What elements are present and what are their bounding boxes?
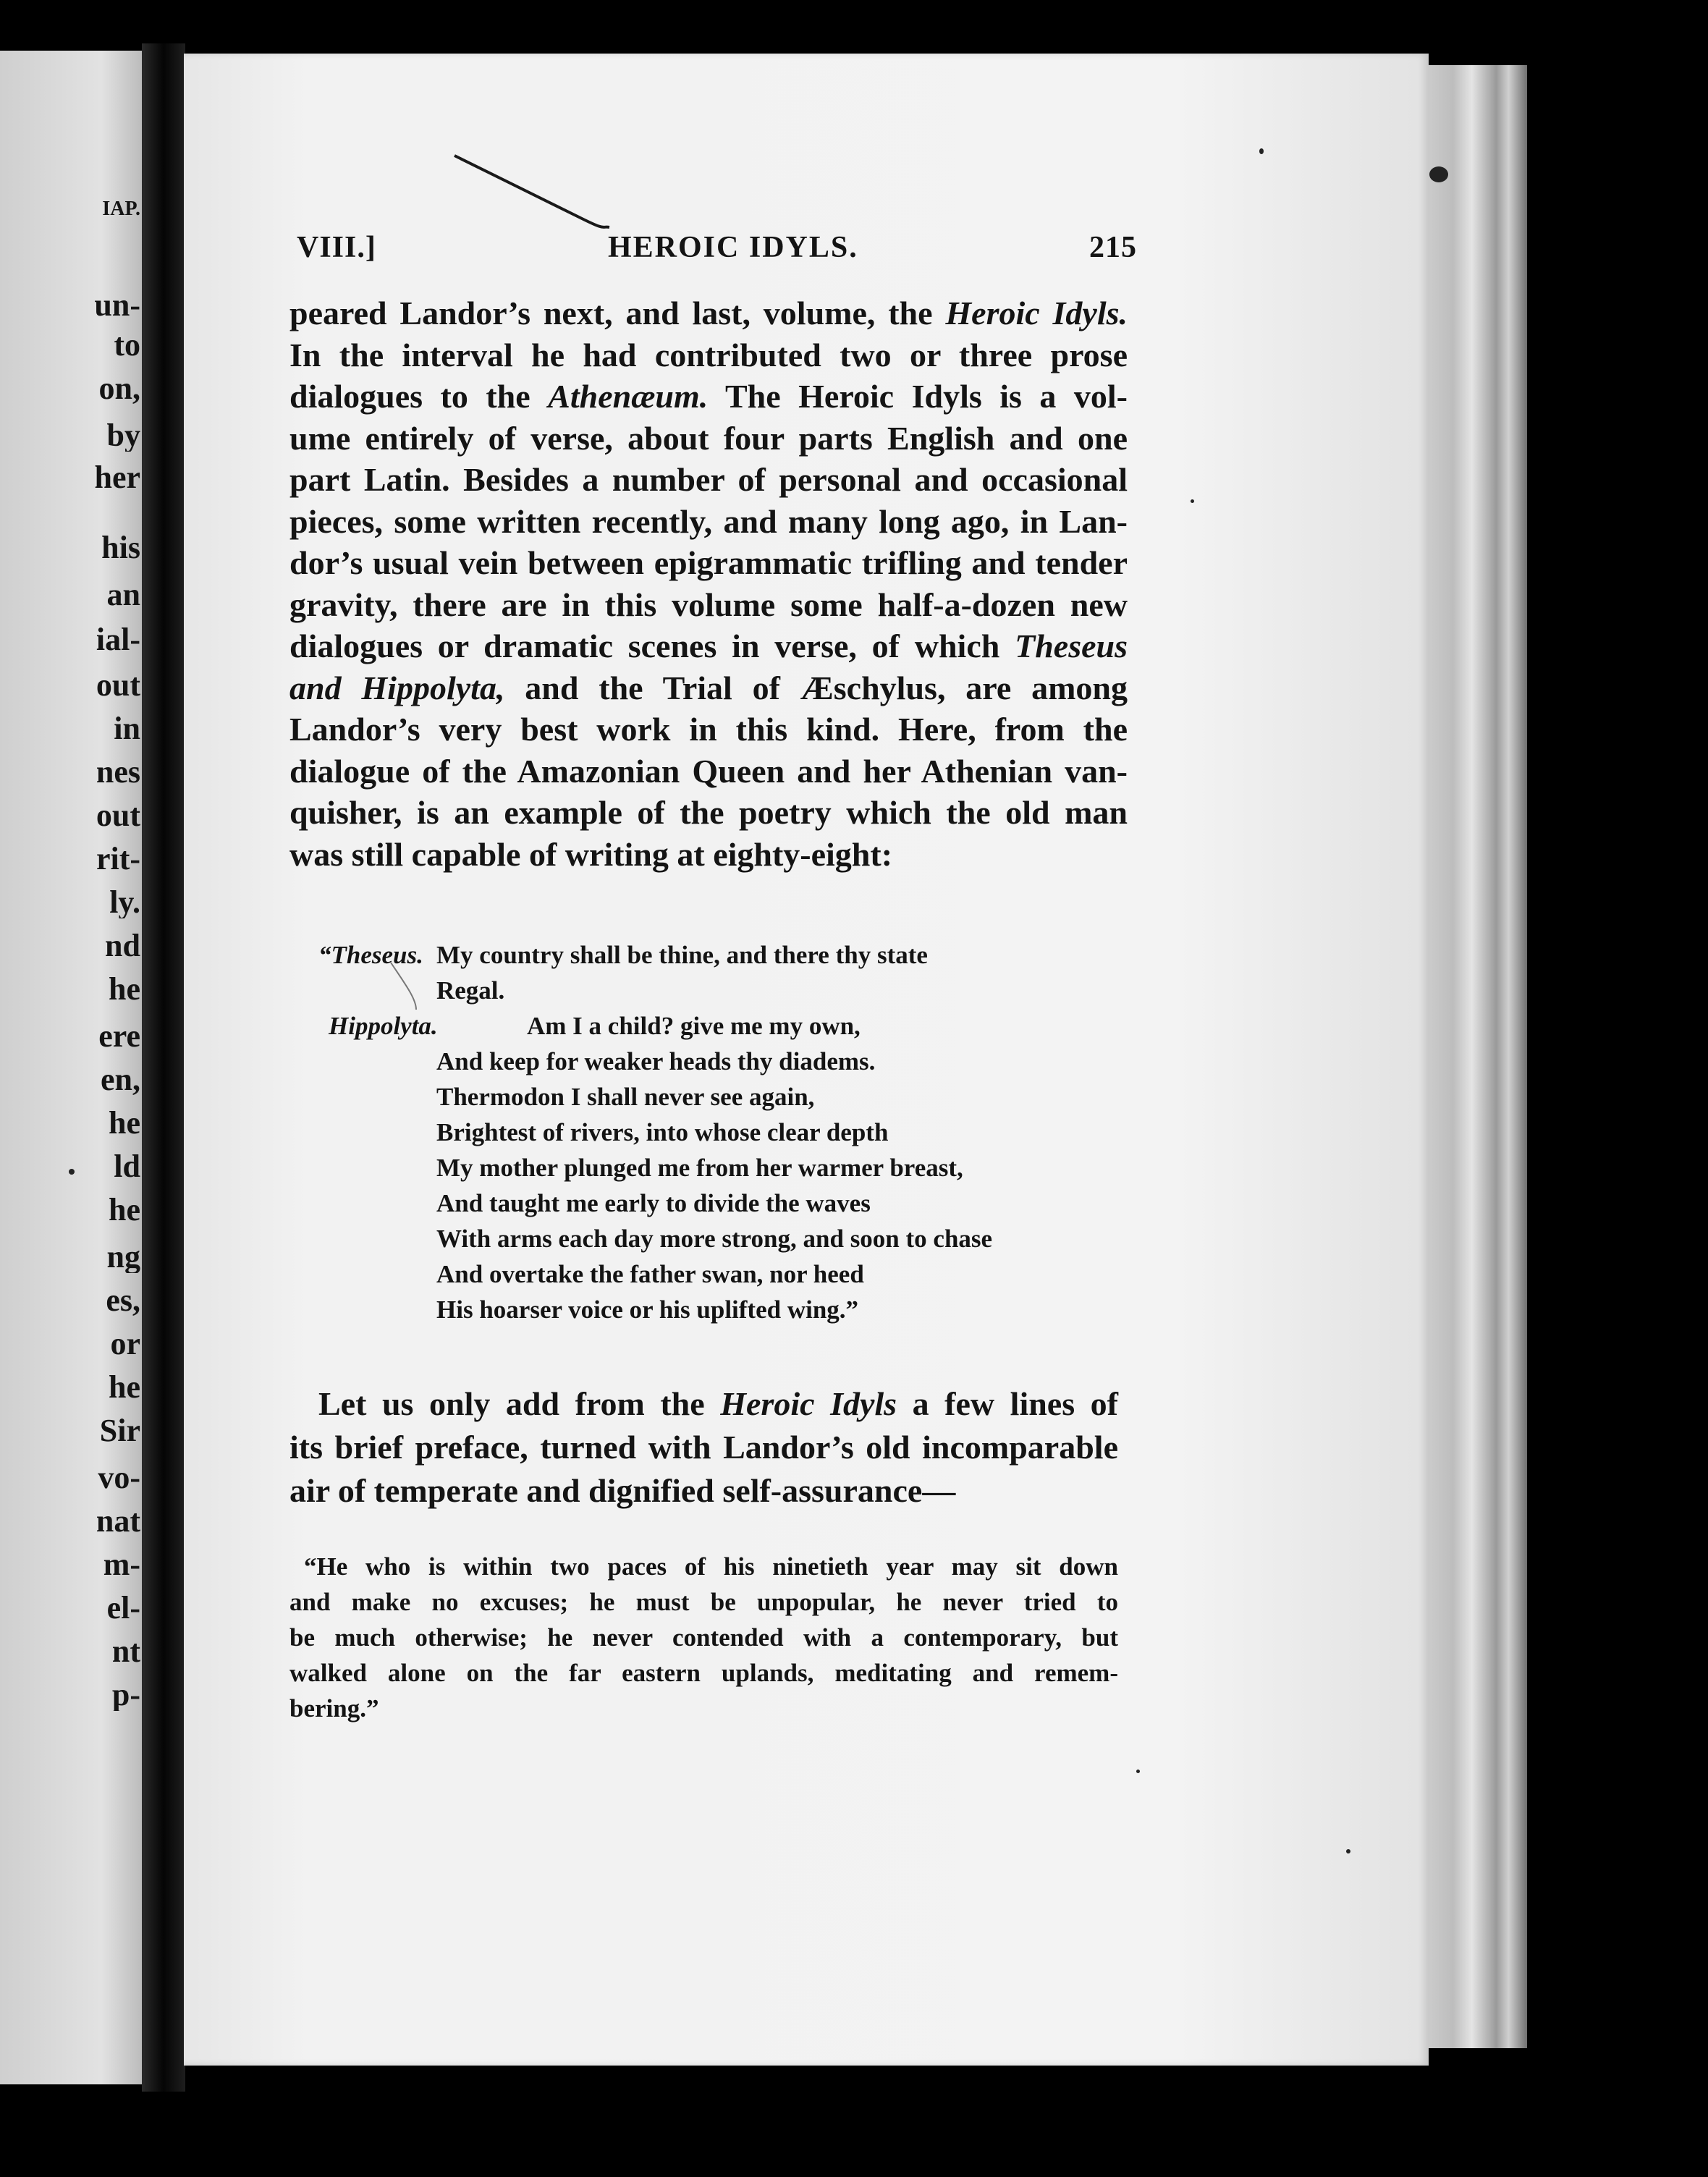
left-page-word-fragment: rit- — [96, 843, 140, 875]
left-page-word-fragment: or — [110, 1328, 140, 1360]
left-page-word-fragment: her — [94, 462, 140, 494]
text-line: pieces, some written recently, and many long ago, in Lan- — [289, 502, 1128, 540]
left-page-word-fragment: el- — [106, 1592, 140, 1624]
speck — [1191, 499, 1194, 503]
text-line: air of temperate and dignified self-assurance— — [289, 1472, 956, 1509]
preface-quotation — [289, 1549, 1118, 1726]
text-line: quisher, is an example of the poetry which the old man — [289, 794, 1128, 831]
text-line: ume entirely of verse, about four parts English and one — [289, 419, 1128, 457]
left-page-word-fragment: nt — [111, 1636, 140, 1667]
left-page-word-fragment: vo- — [98, 1462, 140, 1494]
left-page-word-fragment: out — [96, 669, 140, 701]
left-page-word-fragment: an — [106, 579, 140, 611]
text-line: part Latin. Besides a number of personal and occasional — [289, 461, 1128, 498]
left-page-word-fragment: un- — [94, 289, 140, 321]
speck — [1136, 1770, 1140, 1773]
running-head-chapter: VIII.] — [297, 231, 376, 264]
text-line: dialogues or dramatic scenes in verse, of which Theseus — [289, 627, 1128, 664]
page-number: 215 — [1089, 231, 1137, 264]
running-head-title: HEROIC IDYLS. — [608, 231, 858, 264]
left-page-word-fragment: ere — [98, 1020, 140, 1052]
verse-line: His hoarser voice or his uplifted wing.” — [436, 1295, 859, 1324]
left-page-word-fragment: ng — [106, 1241, 140, 1273]
left-page-word-fragment: ld — [114, 1151, 140, 1183]
left-page-word-fragment: in — [114, 713, 140, 745]
text-line: dor’s usual vein between epigrammatic trifling and tender — [289, 544, 1128, 581]
speaker-theseus: “Theseus. — [318, 941, 423, 969]
verse-line: Brightest of rivers, into whose clear depth — [436, 1118, 889, 1146]
text-line: dialogues to the Athenæum. The Heroic Idyls is a vol- — [289, 378, 1128, 415]
text-line: bering.” — [289, 1694, 379, 1722]
verse-line: Thermodon I shall never see again, — [436, 1083, 815, 1111]
text-line: was still capable of writing at eighty-eight: — [289, 835, 893, 873]
text-line: and make no excuses; he must be unpopular, he never tried to — [289, 1588, 1118, 1616]
text-line: be much otherwise; he never contended with a contemporary, but — [289, 1623, 1118, 1652]
left-page-word-fragment: by — [106, 420, 140, 452]
verse-quotation — [318, 937, 1115, 1327]
verse-line: Hippolyta. Am I a child? give me my own, — [318, 1008, 1115, 1044]
left-page-word-fragment: out — [96, 800, 140, 832]
left-page-word-fragment: ly. — [109, 887, 140, 918]
speck — [69, 1169, 75, 1175]
text-line: its brief preface, turned with Landor’s old incomparable — [289, 1429, 1118, 1466]
verse-line: Regal. — [436, 976, 505, 1005]
left-page-word-fragment: en, — [101, 1064, 140, 1096]
verse-line: And keep for weaker heads thy diadems. — [436, 1047, 876, 1075]
left-page-word-fragment: his — [101, 532, 140, 564]
left-page-word-fragment: nat — [96, 1505, 140, 1537]
left-page-word-fragment: to — [114, 329, 140, 361]
paragraph-preface-intro — [289, 1382, 1118, 1513]
speck — [1259, 148, 1264, 154]
verse-line: My mother plunged me from her warmer breast, — [436, 1154, 963, 1182]
verse-line: And overtake the father swan, nor heed — [436, 1260, 864, 1288]
text-line: and Hippolyta, and the Trial of Æschylus, are among — [289, 669, 1128, 706]
left-page-word-fragment: he — [109, 973, 140, 1005]
left-page-word-fragment: ial- — [96, 624, 140, 656]
left-page-word-fragment: p- — [111, 1679, 140, 1711]
verse-line: With arms each day more strong, and soon to chase — [436, 1225, 993, 1253]
verse-line: “Theseus. My country shall be thine, and there thy state — [318, 937, 1115, 973]
text-line: Let us only add from the Heroic Idyls a few lines of — [318, 1385, 1118, 1422]
paragraph-landor-heroic-idyls — [289, 292, 1128, 875]
left-page-word-fragment: es, — [106, 1285, 140, 1316]
text-line: “He who is within two paces of his ninetieth year may sit down — [304, 1552, 1118, 1581]
text-line: dialogue of the Amazonian Queen and her Athenian van- — [289, 752, 1128, 790]
speck — [1346, 1849, 1350, 1853]
left-page-word-fragment: he — [109, 1194, 140, 1226]
left-page-word-fragment: on, — [98, 373, 140, 405]
ink-blot — [1429, 166, 1448, 182]
left-page-word-fragment: he — [109, 1371, 140, 1403]
text-line: walked alone on the far eastern uplands, meditating and remem- — [289, 1659, 1118, 1687]
speaker-hippolyta: Hippolyta. — [329, 1012, 438, 1040]
left-page-word-fragment: Sir — [99, 1415, 140, 1447]
text-line: In the interval he had contributed two or three prose — [289, 336, 1128, 373]
left-page-word-fragment: he — [109, 1107, 140, 1139]
left-page-word-fragment: nd — [105, 930, 140, 962]
text-line: gravity, there are in this volume some half-a-dozen new — [289, 586, 1128, 623]
text-line: peared Landor’s next, and last, volume, the Heroic Idyls. — [289, 295, 1128, 331]
left-page-word-fragment: m- — [103, 1549, 140, 1581]
left-page-word-fragment: IAP. — [102, 199, 140, 219]
left-page-word-fragment: nes — [96, 756, 140, 788]
text-line: Landor’s very best work in this kind. Here, from the — [289, 711, 1128, 748]
verse-line: And taught me early to divide the waves — [436, 1189, 871, 1217]
